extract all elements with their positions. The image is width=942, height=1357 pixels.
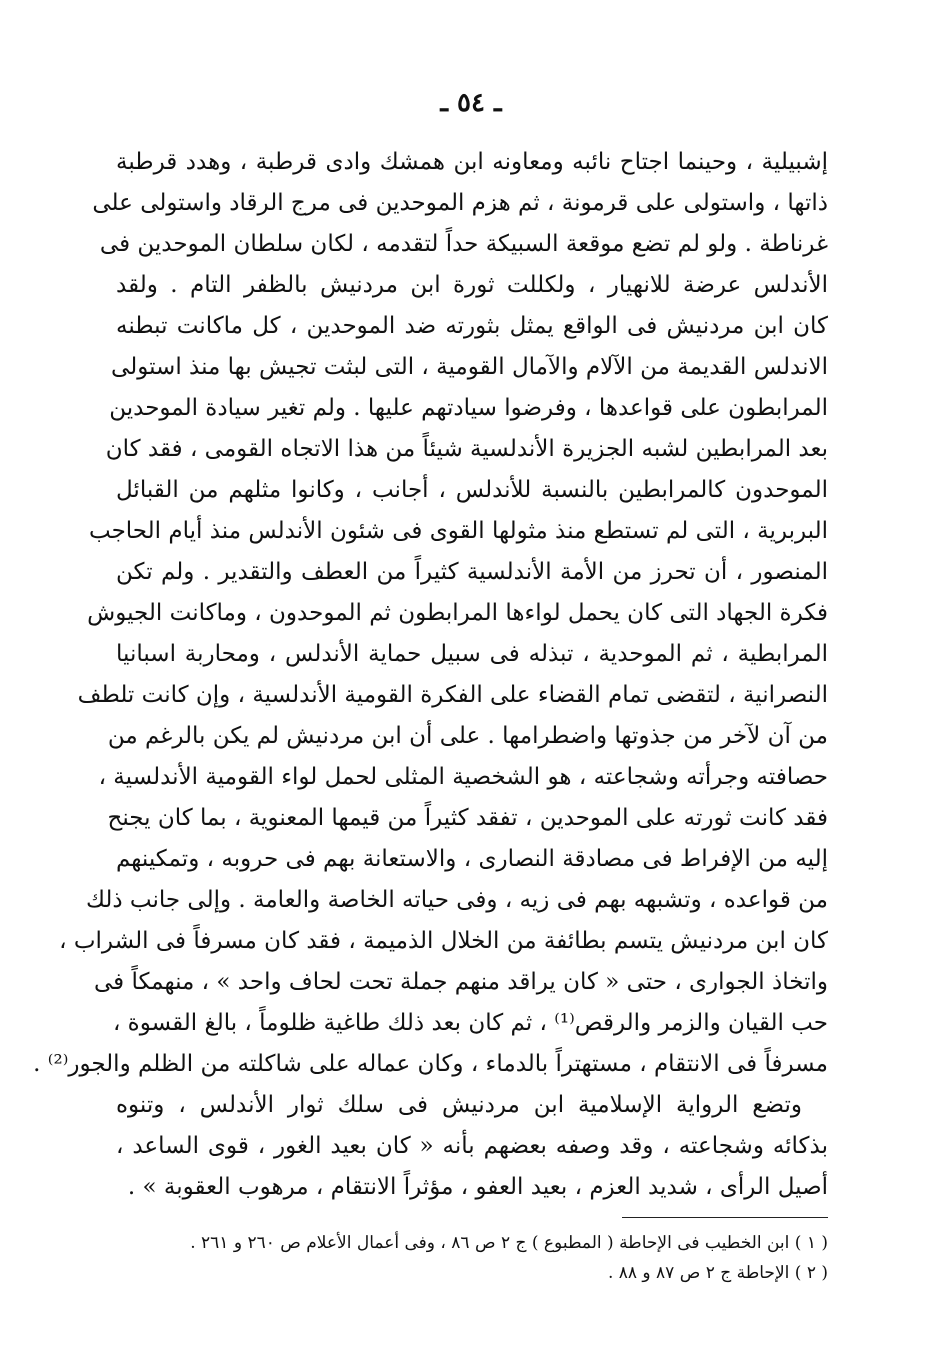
text-line: من آن لآخر من جذوتها واضطرامها . على أن ابن مردنيش لم يكن بالرغم من	[107, 723, 828, 749]
footnote: ( ١ ) ابن الخطيب فى الإحاطة ( المطبوع ) ج ٢ ص ٨٦ ، وفى أعمال الأعلام ص ٢٦٠ و ٢٦١ .	[190, 1233, 828, 1253]
text-line: إليه من الإفراط فى مصادقة النصارى ، والاستعانة بهم فى حروبه ، وتمكينهم	[116, 846, 828, 872]
text-line: ذاتها ، واستولى على قرمونة ، ثم هزم الموحدين فى مرج الرقاد واستولى على	[92, 190, 828, 216]
text-line: فكرة الجهاد التى كان يحمل لواءها المرابطون ثم الموحدون ، وماكانت الجيوش	[87, 600, 828, 626]
text-line: بعد المرابطين لشبه الجزيرة الأندلسية شيئاً من هذا الاتجاه القومى ، فقد كان	[105, 436, 828, 462]
text-line: واتخاذ الجوارى ، حتى « كان يراقد منهم جملة تحت لحاف واحد » ، منهمكاً فى	[94, 969, 828, 995]
text-line: كان ابن مردنيش يتسم بطائفة من الخلال الذميمة ، فقد كان مسرفاً فى الشراب ،	[59, 928, 828, 954]
text-line: وتضع الرواية الإسلامية ابن مردنيش فى سلك ثوار الأندلس ، وتنوه	[116, 1092, 802, 1118]
text-line: البربرية ، التى لم تستطع منذ مثولها القوى فى شئون الأندلس منذ أيام الحاجب	[88, 518, 828, 544]
text-line: أصيل الرأى ، شديد العزم ، بعيد العفو ، مؤثراً الانتقام ، مرهوب العقوبة » .	[127, 1174, 828, 1200]
footnote-divider	[622, 1217, 828, 1218]
text-line: إشبيلية ، وحينما اجتاح نائبه ومعاونه ابن همشك وادى قرطبة ، وهدد قرطبة	[116, 149, 828, 175]
text-line: الأندلس عرضة للانهيار ، ولكللت ثورة ابن مردنيش بالظفر التام . ولقد	[116, 272, 828, 298]
text-line: المرابطون على قواعدها ، وفرضوا سيادتهم عليها . ولم تغير سيادة الموحدين	[109, 395, 828, 421]
text-line: كان ابن مردنيش فى الواقع يمثل بثورته ضد الموحدين ، كل ماكانت تبطنه	[116, 313, 828, 339]
text-line: الموحدون كالمرابطين بالنسبة للأندلس ، أجانب ، وكانوا مثلهم من القبائل	[116, 477, 828, 503]
text-line: حب القيان والزمر والرقص⁽¹⁾ ، ثم كان بعد ذلك طاغية ظلوماً ، بالغ القسوة ،	[112, 1010, 828, 1036]
text-line: من قواعده ، وتشبهه بهم فى زيه ، وفى حياته الخاصة والعامة . وإلى جانب ذلك	[85, 887, 828, 913]
text-line: النصرانية ، لتقضى تمام القضاء على الفكرة القومية الأندلسية ، وإن كانت تلطف	[77, 682, 828, 708]
text-line: فقد كانت ثورته على الموحدين ، تفقد كثيراً من قيمها المعنوية ، بما كان يجنح	[107, 805, 828, 831]
text-line: المرابطية ، ثم الموحدية ، تبذله فى سبيل حماية الأندلس ، ومحاربة اسبانيا	[116, 641, 828, 667]
body-text	[33, 142, 828, 1208]
footnote: ( ٢ ) الإحاطة ج ٢ ص ٨٧ و ٨٨ .	[607, 1263, 828, 1283]
text-line: غرناطة . ولو لم تضع موقعة السبيكة حداً لتقدمه ، لكان سلطان الموحدين فى	[99, 231, 828, 257]
text-line: المنصور ، أن تحرز من الأمة الأندلسية كثيراً من العطف والتقدير . ولم تكن	[116, 559, 828, 585]
page-number: ـ ٥٤ ـ	[440, 88, 502, 118]
text-line: حصافته وجرأته وشجاعته ، هو الشخصية المثلى لحمل لواء القومية الأندلسية ،	[98, 764, 828, 790]
text-line: مسرفاً فى الانتقام ، مستهتراً بالدماء ، وكان عماله على شاكلته من الظلم والجور⁽²⁾ .	[33, 1051, 828, 1077]
text-line: الاندلس القديمة من الآلام والآمال القومية ، التى لبثت تجيش بها منذ استولى	[111, 354, 828, 380]
footnotes	[130, 1228, 828, 1288]
text-line: بذكائه وشجاعته ، وقد وصفه بعضهم بأنه « كان بعيد الغور ، قوى الساعد ،	[116, 1133, 828, 1159]
